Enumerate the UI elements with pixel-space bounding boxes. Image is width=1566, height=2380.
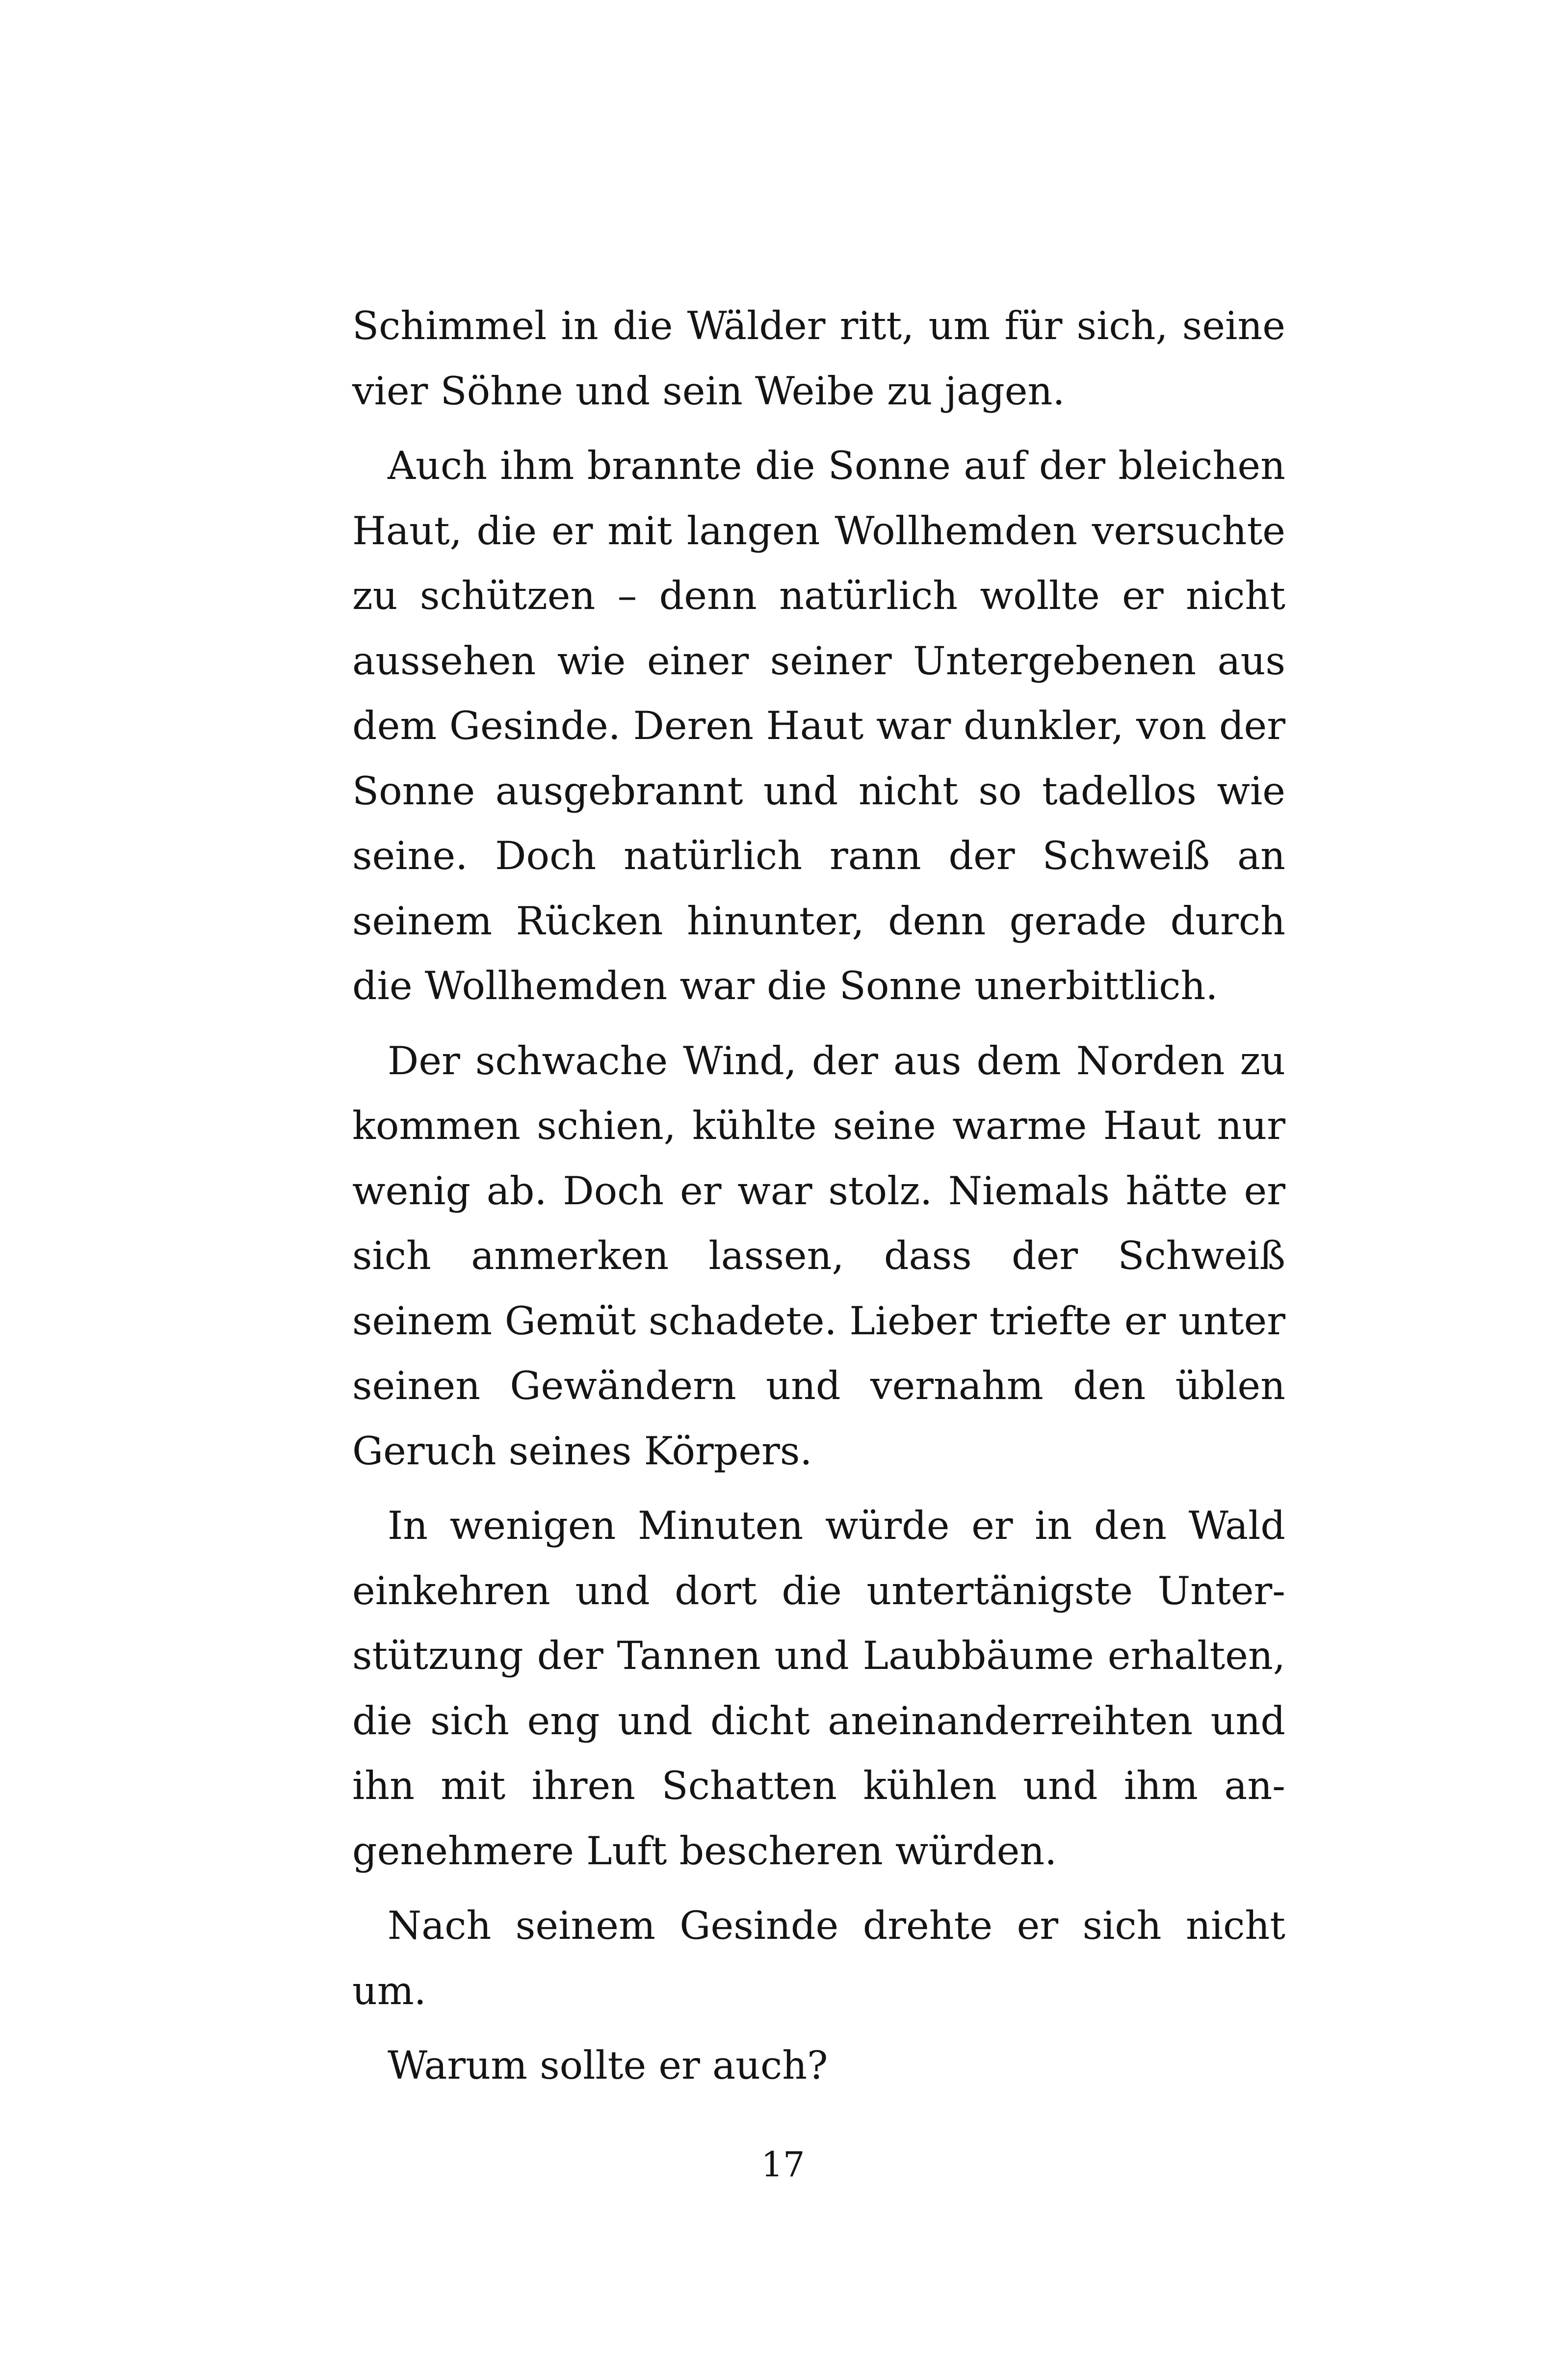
paragraph-4: In wenigen Minuten würde er in den Wald einkehren und dort die untertänigste Unterstützung der Tannen und Laubbäume erhalten, die sich eng und dicht aneinanderreihten und ihn mit ihren Schatten kühlen und ihm angenehmere Luft bescheren würden. [352, 1503, 1285, 1874]
paragraph-5: Nach seinem Gesinde drehte er sich nicht um. [352, 1903, 1285, 2013]
paragraph-1: Schimmel in die Wälder ritt, um für sich, seine vier Söhne und sein Weibe zu jagen. [352, 303, 1285, 414]
page-number: 17 [761, 2144, 805, 2185]
paragraph-3: Der schwache Wind, der aus dem Norden zu kommen schien, kühlte seine warme Haut nur wenig ab. Doch er war stolz. Niemals hätte er sich anmerken lassen, dass der Schweiß seinem Gemüt schadete. Lieber triefte er unter seinen Gewändern und vernahm den üblen Geruch seines Körpers. [352, 1038, 1285, 1474]
paragraph-6: Warum sollte er auch? [388, 2043, 828, 2088]
paragraph-2: Auch ihm brannte die Sonne auf der bleichen Haut, die er mit langen Wollhemden versuchte zu schützen – denn natürlich wollte er nicht aussehen wie einer seiner Untergebenen aus dem Gesinde. Deren Haut war dunkler, von der Sonne ausgebrannt und nicht so tadellos wie seine. Doch natürlich rann der Schweiß an seinem Rücken hinunter, denn gerade durch die Wollhemden war die Sonne unerbittlich. [352, 443, 1285, 1008]
body-text [352, 293, 1285, 2108]
